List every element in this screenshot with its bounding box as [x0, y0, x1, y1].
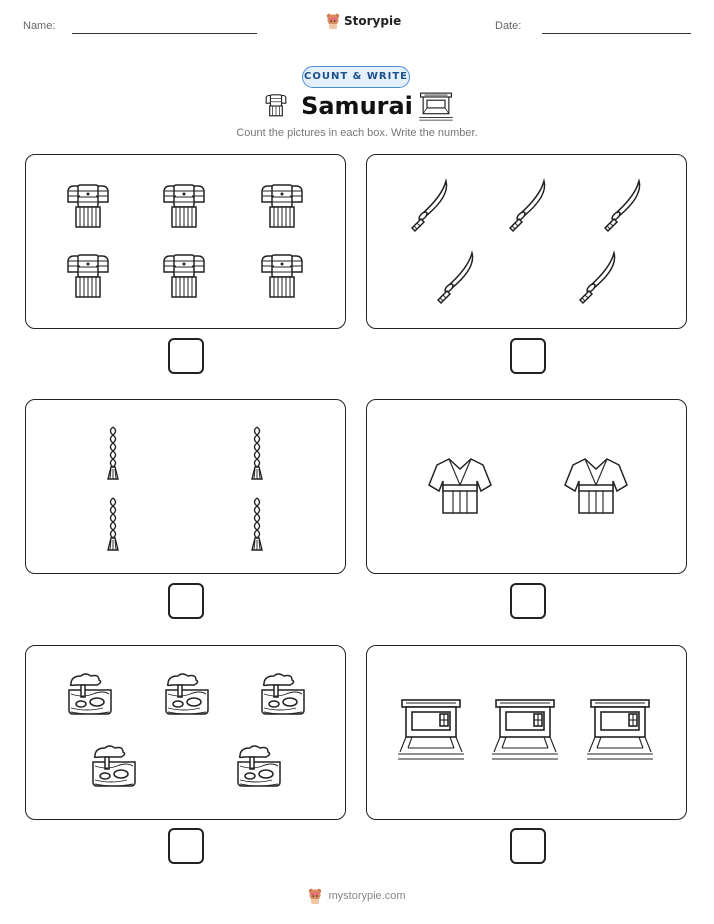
katana-icon — [574, 250, 620, 306]
samurai-armor-icon — [257, 180, 307, 230]
samurai-armor-icon — [63, 180, 113, 230]
answer-box-braid[interactable] — [168, 583, 204, 619]
count-panel-kimono — [366, 399, 687, 574]
instructions: Count the pictures in each box. Write the number. — [236, 127, 478, 139]
braided-cord-icon — [248, 425, 266, 481]
answer-box-kimono[interactable] — [510, 583, 546, 619]
zen-garden-icon — [87, 742, 141, 790]
braided-cord-icon — [104, 425, 122, 481]
samurai-armor-icon — [159, 180, 209, 230]
zen-garden-icon — [232, 742, 286, 790]
zen-garden-icon — [160, 670, 214, 718]
kimono-icon — [427, 455, 493, 517]
answer-box-katana[interactable] — [510, 338, 546, 374]
katana-icon — [599, 178, 645, 234]
shrine-gate-icon — [585, 696, 655, 766]
answer-box-armor[interactable] — [168, 338, 204, 374]
brand-logo — [326, 13, 401, 29]
samurai-armor-icon — [257, 250, 307, 300]
name-label: Name: — [23, 20, 56, 32]
footer — [0, 888, 714, 904]
answer-box-garden[interactable] — [168, 828, 204, 864]
zen-garden-icon — [63, 670, 117, 718]
braided-cord-icon — [248, 496, 266, 552]
bear-mascot-icon — [326, 13, 340, 29]
katana-icon — [504, 178, 550, 234]
shrine-gate-icon — [490, 696, 560, 766]
name-line[interactable] — [72, 33, 257, 34]
page-title: Samurai — [301, 92, 413, 120]
samurai-armor-icon — [63, 250, 113, 300]
count-panel-braid — [25, 399, 346, 574]
braided-cord-icon — [104, 496, 122, 552]
bear-mascot-icon — [308, 888, 322, 904]
date-line[interactable] — [542, 33, 691, 34]
shrine-gate-icon — [396, 696, 466, 766]
katana-icon — [432, 250, 478, 306]
kimono-icon — [563, 455, 629, 517]
date-label: Date: — [495, 20, 522, 32]
activity-badge: COUNT & WRITE — [302, 66, 410, 88]
answer-box-gate[interactable] — [510, 828, 546, 864]
samurai-armor-icon — [159, 250, 209, 300]
katana-icon — [406, 178, 452, 234]
footer-site: mystorypie.com — [328, 890, 406, 902]
brand-name: Storypie — [344, 14, 402, 28]
title-gate-icon — [418, 90, 454, 122]
zen-garden-icon — [256, 670, 310, 718]
